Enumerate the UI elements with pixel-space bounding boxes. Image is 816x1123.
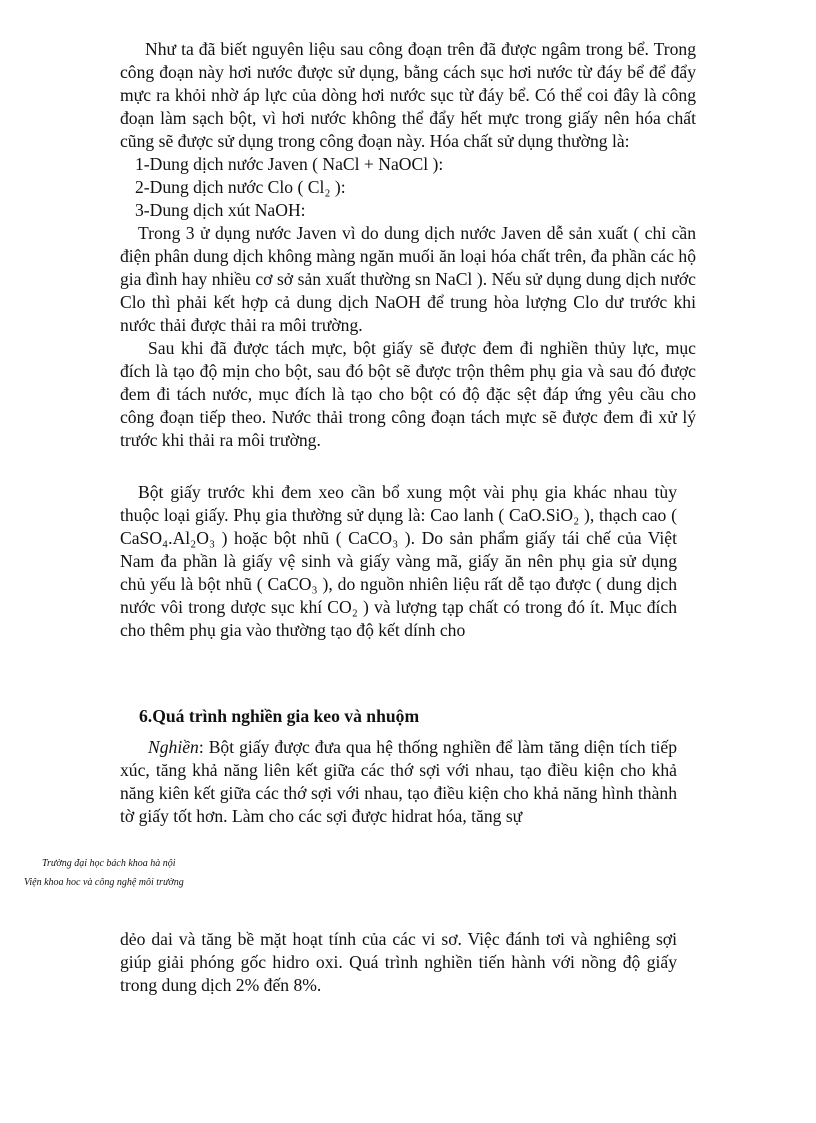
list-item: 1-Dung dịch nước Javen ( NaCl + NaOCl ): <box>135 154 444 174</box>
section-grinding <box>120 736 677 828</box>
paragraph-grinding <box>120 736 677 828</box>
section-heading-6: 6.Quá trình nghiền gia keo và nhuộm <box>139 706 420 726</box>
chemical-list <box>120 153 696 222</box>
section-grinding-continued <box>120 928 677 997</box>
list-item: 2-Dung dịch nước Clo ( Cl₂ ): <box>135 177 346 197</box>
grinding-text: : Bột giấy được đưa qua hệ thống nghiền để làm tăng diện tích tiếp xúc, tăng khả năng liên kết giữa các thớ sợi với nhau, tạo điều kiện cho khả năng kiên kết giữa các thớ sợi với nhau, tạo điều kiện cho khả năng hình thành tờ giấy tốt hơn. Làm cho các sợi được hidrat hóa, tăng sự <box>120 737 677 826</box>
paragraph-hydraulic-grinding: Sau khi đã được tách mực, bột giấy sẽ được đem đi nghiền thủy lực, mục đích là tạo độ mịn cho bột, sau đó bột sẽ được trộn thêm phụ gia và sau đó được đem đi tách nước, mục đích là tạo cho bột có độ đặc sệt đáp ứng yêu cầu cho công đoạn tiếp theo. Nước thải trong công đoạn tách mực sẽ được đem đi xử lý trước khi thải ra môi trường. <box>120 338 696 450</box>
footer-institute: Viện khoa hoc và công nghệ môi trường <box>24 877 184 888</box>
page-footer <box>0 854 230 892</box>
footer-university: Trường đại học bách khoa hà nội <box>42 858 176 869</box>
paragraph-javen: Trong 3 ử dụng nước Javen vì do dung dịch nước Javen dễ sản xuất ( chỉ cần điện phân dung dịch không màng ngăn muối ăn loại hóa chất trên, đa phần các hộ gia đình hay nhiều cơ sở sản xuất thường sn NaCl ). Nếu sử dụng dung dịch nước Clo thì phải kết hợp cả dung dịch NaOH để trung hòa lượng Clo dư trước khi nước thải được thải ra môi trường. <box>120 223 696 335</box>
paragraph-additives: Bột giấy trước khi đem xeo cần bổ xung một vài phụ gia khác nhau tùy thuộc loại giấy. Phụ gia thường sử dụng là: Cao lanh ( CaO.SiO₂ ), thạch cao ( CaSO₄.Al₂O₃ ) hoặc bột nhũ ( CaCO₃ ). Do sản phẩm giấy tái chế của Việt Nam đa phần là giấy vệ sinh và giấy vàng mã, giấy ăn nên phụ gia sử dụng chủ yếu là bột nhũ ( CaCO₃ ), do nguồn nhiên liệu rất dễ tạo được ( dung dịch nước vôi trong dược sục khí CO₂ ) và lượng tạp chất có trong đó ít. Mục đích cho thêm phụ gia vào thường tạo độ kết dính cho <box>120 482 677 640</box>
term-grinding: Nghiền <box>148 737 199 757</box>
section-additives <box>120 481 677 642</box>
paragraph-ink-removal-intro: Như ta đã biết nguyên liệu sau công đoạn trên đã được ngâm trong bể. Trong công đoạn này hơi nước được sử dụng, bằng cách sục hơi nước từ đáy bể để đẩy mực ra khỏi nhờ áp lực của dòng hơi nước sục từ đáy bể. Có thể coi đây là công đoạn làm sạch bột, vì hơi nước không thể đẩy hết mực trong giấy nên hóa chất cũng sẽ được sử dụng trong công đoạn này. Hóa chất sử dụng thường là: <box>120 39 696 151</box>
section-ink-removal <box>120 38 696 452</box>
paragraph-grinding-continued: dẻo dai và tăng bề mặt hoạt tính của các vi sơ. Việc đánh tơi và nghiêng sợi giúp giải phóng gốc hidro oxi. Quá trình nghiền tiến hành với nồng độ giấy trong dung dịch 2% đến 8%. <box>120 929 677 995</box>
list-item: 3-Dung dịch xút NaOH: <box>135 200 306 220</box>
